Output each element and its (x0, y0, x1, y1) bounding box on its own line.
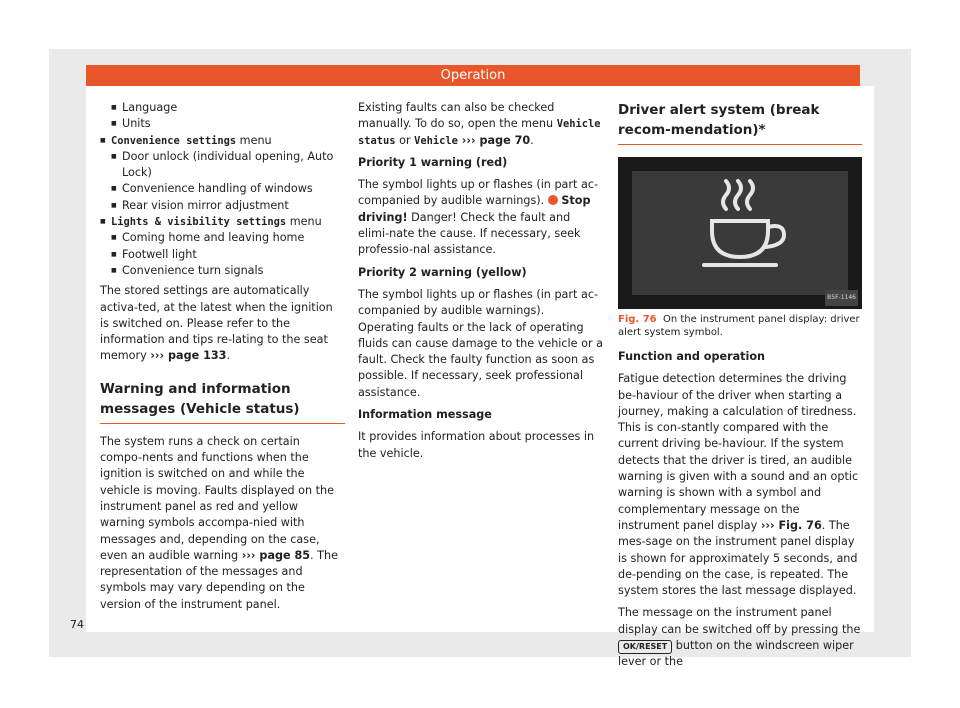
list-item: ■ Footwell light (100, 247, 345, 263)
stored-settings-paragraph: The stored settings are automatically activa-ted, at the latest when the ignition is switched on. Please refer to the information and tips re-lating to the seat memory ››› page 133. (100, 284, 333, 363)
caption-text: On the instrument panel display: driver alert system symbol. (618, 314, 860, 338)
column-3 (618, 100, 862, 677)
menu-code: Vehicle (414, 134, 458, 147)
list-item: ■ Language (100, 100, 345, 116)
paragraph-text: The message on the instrument panel display can be switched off by pressing the (618, 606, 861, 636)
figure-link[interactable]: ››› Fig. 76 (760, 518, 822, 532)
menu-code: Lights & visibility settings (111, 216, 287, 229)
column-2 (358, 100, 603, 468)
existing-faults-paragraph: Existing faults can also be checked manually. To do so, open the menu Vehicle status or Vehicle ››› page 70. (358, 101, 601, 147)
paragraph-text: Danger! Check the fault and elimi-nate the cause. If necessary, seek professio-nal assistance. (358, 210, 581, 257)
subheading-priority-2: Priority 2 warning (yellow) (358, 265, 527, 279)
stop-driving-text: Stop driving! (358, 194, 591, 224)
list-item: ■ Rear vision mirror adjustment (100, 198, 345, 214)
page-link[interactable]: ››› page 85 (241, 548, 311, 562)
list-item: ■ Units (100, 116, 345, 132)
menu-suffix: menu (236, 133, 272, 147)
menu-suffix: menu (286, 215, 322, 229)
figure-code: B5F-1146 (825, 290, 858, 306)
paragraph-text: The stored settings are automatically activa-ted, at the latest when the ignition is switched on. Please refer to the information and tips re-lating to the seat memory (100, 284, 333, 363)
information-paragraph: It provides information about processes in the vehicle. (358, 430, 595, 460)
column-1 (100, 100, 345, 619)
menu-entry-lights (100, 214, 345, 230)
paragraph-text: Fatigue detection determines the driving be-haviour of the driver when starting a journey, making a calculation of tiredness. This is con-stantly compared with the current driving be-haviour. If the system detects that the driver is tired, an audible warning is given with a sound and an optic warning is shown with a symbol and complementary message on the instrument panel display (618, 372, 859, 532)
page-header: Operation (86, 65, 860, 86)
page-link[interactable]: ››› page 133 (150, 349, 227, 363)
list-item: ■ Coming home and leaving home (100, 230, 345, 246)
coffee-cup-icon (632, 171, 848, 295)
subheading-function: Function and operation (618, 350, 765, 363)
figure-label: Fig. 76 (618, 314, 657, 325)
paragraph-text: Existing faults can also be checked manually. To do so, open the menu (358, 101, 557, 131)
paragraph-text: button on the windscreen wiper lever or the (618, 639, 854, 669)
paragraph-text: The symbol lights up or flashes (in part ac-companied by audible warnings). (358, 178, 599, 208)
ok-reset-button-icon: OK/RESET (618, 640, 672, 654)
menu-code: Vehicle status (358, 118, 601, 147)
list-item: ■ Convenience handling of windows (100, 181, 345, 197)
section-heading-driver-alert: Driver alert system (break recom-mendation)* (618, 100, 862, 145)
subheading-priority-1: Priority 1 warning (red) (358, 155, 508, 169)
list-item: ■ Convenience turn signals (100, 263, 345, 279)
menu-entry-convenience (100, 133, 345, 149)
stop-warning-icon (548, 195, 558, 205)
page-number: 74 (70, 618, 84, 631)
figure-76 (618, 157, 862, 309)
paragraph-text: The system runs a check on certain compo-nents and functions when the ignition is switched on and while the vehicle is moving. Faults displayed on the instrument panel as red and yellow warning symbols accompa-nied with messages and, depending on the case, even an audible warning (100, 434, 335, 562)
message-paragraph (618, 605, 862, 670)
section-heading-warning: Warning and information messages (Vehicle status) (100, 379, 345, 424)
subheading-information: Information message (358, 408, 492, 422)
display-screen (632, 171, 848, 295)
page-link[interactable]: ››› page 70 (457, 133, 531, 147)
list-item: ■ Door unlock (individual opening, Auto Lock) (100, 149, 345, 182)
warning-paragraph: The system runs a check on certain compo-nents and functions when the ignition is switched on and while the vehicle is moving. Faults displayed on the instrument panel as red and yellow warning symbols accompa-nied with messages and, depending on the case, even an audible warning ››› page 85. The representation of the messages and symbols may vary depending on the version of the instrument panel. (100, 434, 338, 611)
figure-caption (618, 313, 862, 339)
paragraph-text: The representation of the messages and symbols may vary depending on the version of the instrument panel. (100, 548, 338, 611)
menu-code: Convenience settings (111, 134, 237, 147)
function-paragraph (618, 371, 862, 599)
paragraph-text: or (395, 133, 415, 147)
priority-2-paragraph: The symbol lights up or flashes (in part ac-companied by audible warnings). Operating faults or the lack of operating fluids can cause damage to the vehicle or a fault. Check the faulty function as soon as possible. If necessary, seek professional assistance. (358, 287, 603, 399)
paragraph-text: . The mes-sage on the instrument panel display is shown for approximately 5 seconds, and de-pending on the case, is repeated. The system stores the last message displayed. (618, 518, 858, 598)
priority-1-paragraph (358, 177, 603, 258)
